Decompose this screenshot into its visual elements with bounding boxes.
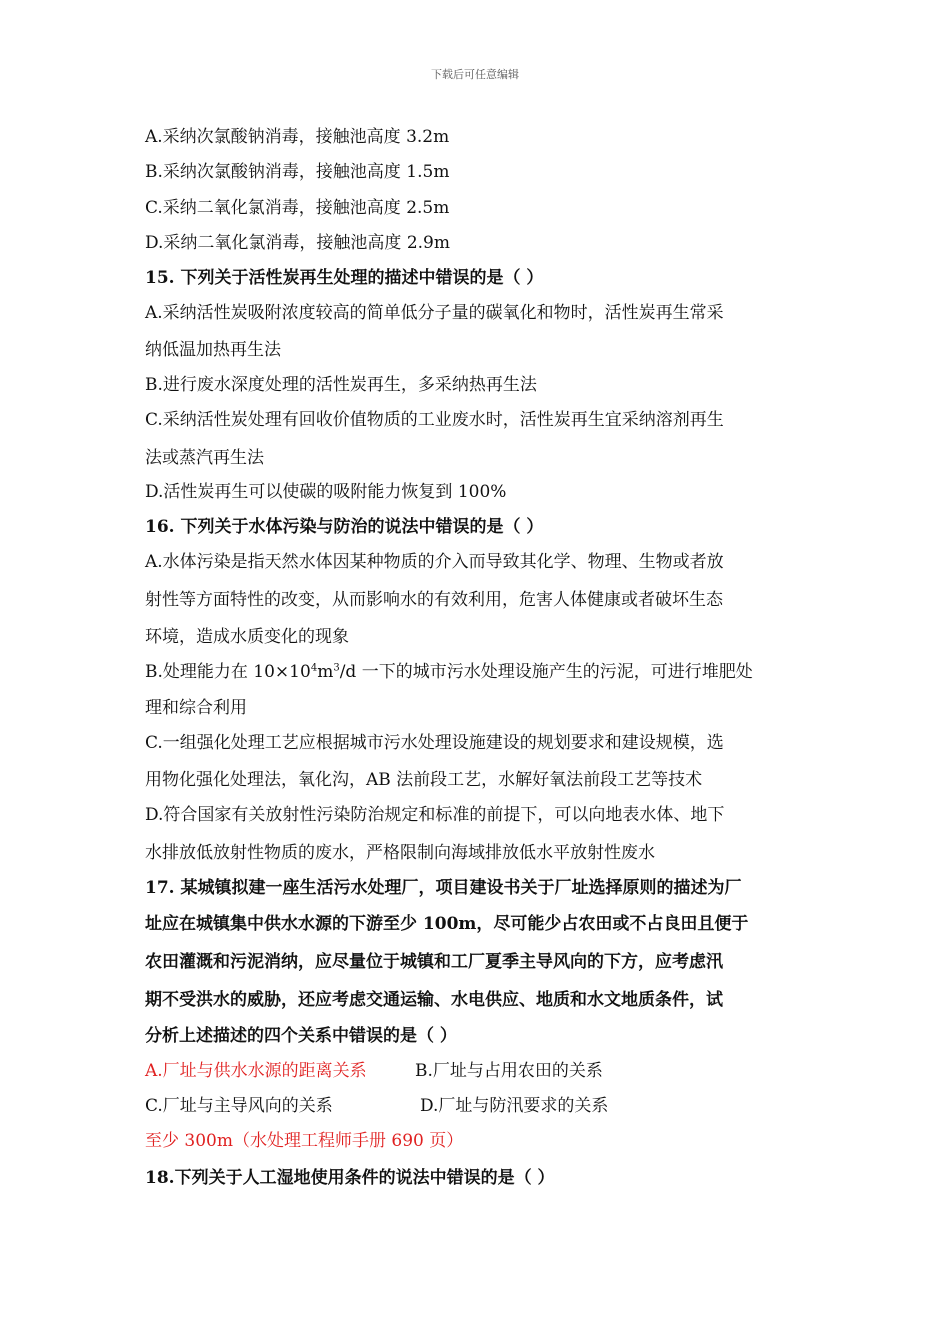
- q17-answer-note: 至少 300m（水处理工程师手册 690 页）: [145, 1131, 464, 1151]
- question-18: 18.下列关于人工湿地使用条件的说法中错误的是（ ）: [145, 1168, 555, 1188]
- q17-option-a-answer: A.厂址与供水水源的距离关系: [145, 1061, 367, 1081]
- q16-option-b-cont: 理和综合利用: [145, 698, 247, 718]
- q16-b-pre: B.处理能力在 10×10: [145, 662, 311, 682]
- q17-options-row-1: [145, 1061, 810, 1081]
- option-line: C.采纳二氧化氯消毒，接触池高度 2.5m: [145, 198, 450, 218]
- question-17-cont: 分析上述描述的四个关系中错误的是（ ）: [145, 1026, 457, 1046]
- q15-option-c-cont: 法或蒸汽再生法: [145, 448, 264, 468]
- page-header: 下载后可任意编辑: [431, 68, 519, 81]
- question-16: 16. 下列关于水体污染与防治的说法中错误的是（ ）: [145, 517, 544, 537]
- q17-option-c: C.厂址与主导风向的关系: [145, 1096, 333, 1116]
- option-line: A.采纳次氯酸钠消毒，接触池高度 3.2m: [145, 127, 450, 147]
- q17-options-row-2: [145, 1096, 810, 1116]
- option-line: B.采纳次氯酸钠消毒，接触池高度 1.5m: [145, 162, 450, 182]
- question-17-cont: 期不受洪水的威胁，还应考虑交通运输、水电供应、地质和水文地质条件，试: [145, 990, 723, 1010]
- q16-option-d-cont: 水排放低放射性物质的废水，严格限制向海域排放低水平放射性废水: [145, 843, 655, 863]
- q16-option-b: [145, 662, 810, 682]
- question-17-cont: 址应在城镇集中供水水源的下游至少 100m，尽可能少占农田或不占良田且便于: [145, 914, 749, 934]
- q15-option-a-cont: 纳低温加热再生法: [145, 340, 281, 360]
- q16-option-c-cont: 用物化强化处理法，氧化沟，AB 法前段工艺，水解好氧法前段工艺等技术: [145, 770, 703, 790]
- q16-option-d: D.符合国家有关放射性污染防治规定和标准的前提下，可以向地表水体、地下: [145, 805, 725, 825]
- q15-option-d: D.活性炭再生可以使碳的吸附能力恢复到 100%: [145, 482, 507, 502]
- question-15: 15. 下列关于活性炭再生处理的描述中错误的是（ ）: [145, 268, 544, 288]
- q15-option-a: A.采纳活性炭吸附浓度较高的简单低分子量的碳氧化和物时，活性炭再生常采: [145, 303, 724, 323]
- q16-option-c: C.一组强化处理工艺应根据城市污水处理设施建设的规划要求和建设规模，选: [145, 733, 724, 753]
- q16-option-a-cont2: 环境，造成水质变化的现象: [145, 627, 349, 647]
- superscript-3: 3: [333, 662, 340, 674]
- q17-option-b: B.厂址与占用农田的关系: [415, 1061, 603, 1081]
- q16-b-post: /d 一下的城市污水处理设施产生的污泥，可进行堆肥处: [339, 662, 753, 682]
- question-17: 17. 某城镇拟建一座生活污水处理厂，项目建设书关于厂址选择原则的描述为厂: [145, 878, 742, 898]
- q15-option-b: B.进行废水深度处理的活性炭再生，多采纳热再生法: [145, 375, 537, 395]
- superscript-4: 4: [310, 662, 318, 674]
- q16-b-mid: m: [317, 662, 334, 682]
- question-17-cont: 农田灌溉和污泥消纳，应尽量位于城镇和工厂夏季主导风向的下方，应考虑汛: [145, 952, 723, 972]
- q15-option-c: C.采纳活性炭处理有回收价值物质的工业废水时，活性炭再生宜采纳溶剂再生: [145, 410, 724, 430]
- option-line: D.采纳二氧化氯消毒，接触池高度 2.9m: [145, 233, 450, 253]
- q16-option-a-cont: 射性等方面特性的改变，从而影响水的有效利用，危害人体健康或者破坏生态: [145, 590, 723, 610]
- q17-option-d: D.厂址与防汛要求的关系: [420, 1096, 609, 1116]
- q16-option-a: A.水体污染是指天然水体因某种物质的介入而导致其化学、物理、生物或者放: [145, 552, 724, 572]
